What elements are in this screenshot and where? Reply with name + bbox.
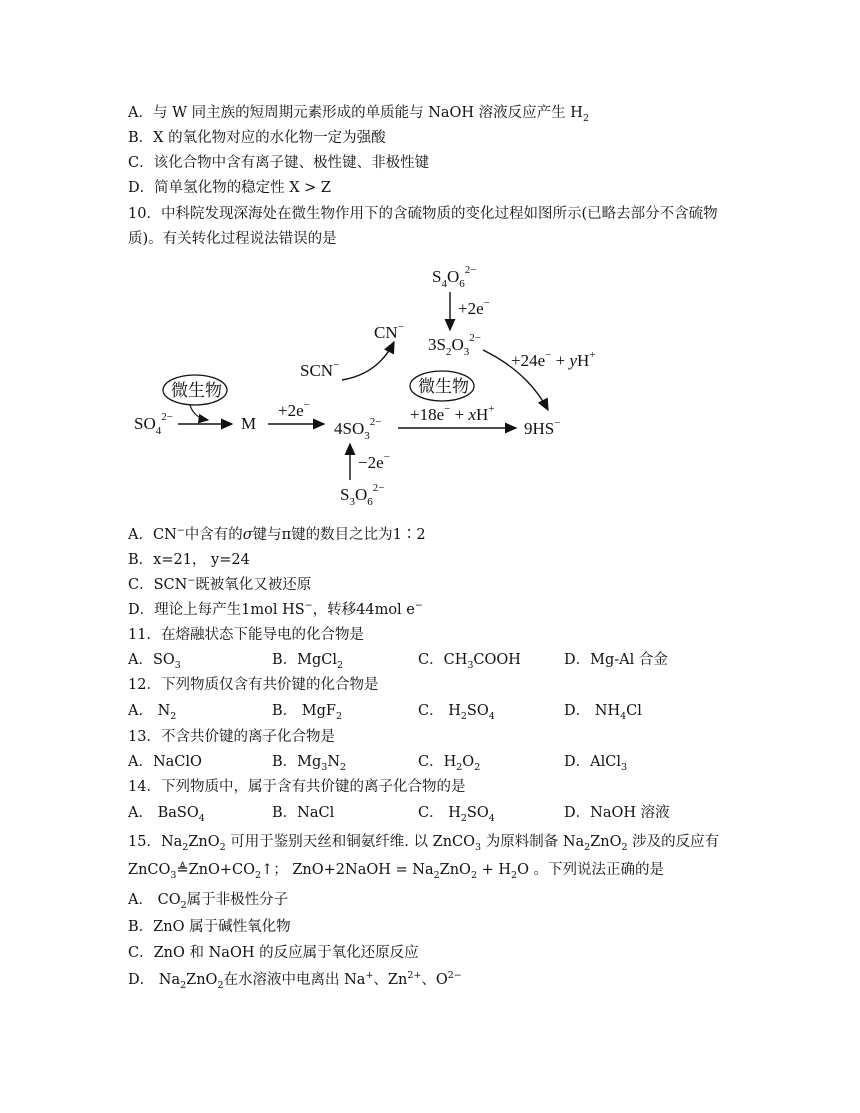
- microbe-label-right: 微生物: [418, 377, 469, 396]
- q10-stem-line2: 质)。有关转化过程说法错误的是: [128, 231, 337, 247]
- q15-stem-line2: $ZnCO_3≜ZnO+CO_2↑$； ZnO+2NaOH = $Na_2ZnO_2 + H_2O$ 。下列说法正确的是: [128, 862, 665, 881]
- q13-option-d: D．AlCl$_3$: [564, 754, 628, 773]
- q13-stem: 13．不含共价键的离子化合物是: [128, 729, 335, 745]
- q10-stem-line1: 10．中科院发现深海处在微生物作用下的含硫物质的变化过程如图所示(已略去部分不含硫物: [128, 206, 718, 222]
- s2o3-label: $3S_2O_3^{2-}$: [428, 332, 481, 358]
- arrow-microbe-left: [190, 405, 208, 420]
- q14-option-c: C． $H_2SO_4$: [418, 805, 495, 824]
- q13-option-c: C．$H_2O_2$: [418, 754, 481, 773]
- q9-option-b: B．X 的氧化物对应的水化物一定为强酸: [128, 130, 386, 146]
- q13-option-b: B．$Mg_3N_2$: [272, 754, 347, 773]
- q11-stem: 11．在熔融状态下能导电的化合物是: [128, 627, 364, 643]
- microbe-label-left: 微生物: [171, 381, 222, 400]
- minus2e-label: −2e−: [358, 451, 390, 472]
- plus24-label: +24e− + yH+: [511, 349, 596, 370]
- s4o6-label: $S_4O_6^{2-}$: [432, 264, 477, 290]
- s3o6-label: $S_3O_6^{2-}$: [340, 482, 385, 508]
- q12-option-c: C． $H_2SO_4$: [418, 703, 495, 722]
- m-label: M: [241, 414, 257, 433]
- q9-option-c: C．该化合物中含有离子键、极性键、非极性键: [128, 155, 430, 171]
- so4-label: $SO_4^{2-}$: [134, 411, 173, 437]
- so3-label: $4SO_3^{2-}$: [334, 416, 382, 442]
- q15-option-d: D． $Na_2ZnO_2$在水溶液中电离出 Na+、$Zn^{2+}$、$O^{2-}$: [128, 970, 462, 991]
- q15-option-a: A． $CO_2$属于非极性分子: [128, 892, 289, 911]
- q12-option-b: B． MgF$_2$: [272, 703, 343, 722]
- q10-option-a: A．CN−中含有的σ键与π键的数目之比为1∶2: [128, 525, 426, 543]
- q12-stem: 12．下列物质仅含有共价键的化合物是: [128, 677, 379, 693]
- q14-option-a: A． BaSO$_4$: [128, 805, 205, 824]
- q11-option-b: B．MgCl$_2$: [272, 652, 344, 671]
- arrow-scn-to-cn: [342, 342, 394, 380]
- q9-option-d: D．简单氢化物的稳定性 X > Z: [128, 180, 331, 196]
- plus18-label: +18e− + xH+: [410, 403, 495, 424]
- q12-option-d: D． $NH_4Cl$: [564, 703, 642, 722]
- sulfur-conversion-diagram: [128, 252, 648, 520]
- hs-label: 9HS−: [524, 417, 561, 438]
- q11-option-a: A．$SO_3$: [128, 652, 181, 671]
- q15-option-c: C．ZnO 和 NaOH 的反应属于氧化还原反应: [128, 945, 419, 961]
- q12-option-a: A． $N_2$: [128, 703, 177, 722]
- q10-option-c: C．SCN−既被氧化又被还原: [128, 575, 312, 593]
- q14-stem: 14．下列物质中，属于含有共价键的离子化合物的是: [128, 779, 466, 795]
- q11-option-c: C．$CH_3COOH$: [418, 652, 521, 671]
- q15-stem-line1: 15．$Na_2ZnO_2$ 可用于鉴别天丝和铜氨纤维. 以 ZnCO$_3$ 为原料制备 $Na_2ZnO_2$ 涉及的反应有: [128, 834, 720, 853]
- q14-option-d: D．NaOH 溶液: [564, 805, 670, 821]
- scn-label: SCN−: [300, 359, 340, 380]
- plus2e-top-label: +2e−: [458, 297, 490, 318]
- q9-option-a: A．与 W 同主族的短周期元素形成的单质能与 NaOH 溶液反应产生 $H_2$: [128, 105, 589, 124]
- plus2e-mid-label: +2e−: [278, 399, 310, 420]
- q10-option-b: B．x=21， y=24: [128, 552, 250, 568]
- cn-label: CN−: [374, 321, 404, 342]
- q14-option-b: B．NaCl: [272, 805, 335, 821]
- q15-option-b: B．ZnO 属于碱性氧化物: [128, 919, 291, 935]
- q11-option-d: D．Mg-Al 合金: [564, 652, 668, 668]
- q10-option-d: D．理论上每产生1mol HS−，转移44mol e−: [128, 600, 423, 618]
- q13-option-a: A．NaClO: [128, 754, 202, 770]
